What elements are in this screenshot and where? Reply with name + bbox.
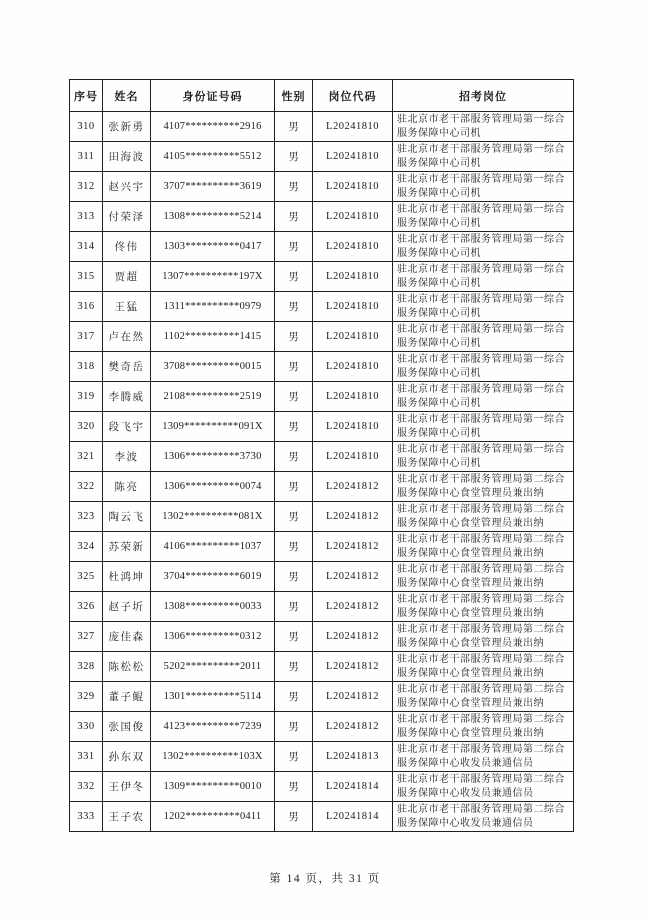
cell-position: 驻北京市老干部服务管理局第一综合服务保障中心司机 xyxy=(393,352,574,382)
cell-name: 张新勇 xyxy=(103,112,151,142)
table-header-row xyxy=(70,80,574,112)
cell-name: 陶云飞 xyxy=(103,502,151,532)
cell-gender: 男 xyxy=(275,562,313,592)
cell-name: 王猛 xyxy=(103,292,151,322)
cell-gender: 男 xyxy=(275,262,313,292)
cell-position-code: L20241812 xyxy=(313,682,393,712)
cell-id-number: 1308**********0033 xyxy=(151,592,275,622)
cell-position-code: L20241810 xyxy=(313,292,393,322)
cell-name: 卢在然 xyxy=(103,322,151,352)
cell-position: 驻北京市老干部服务管理局第一综合服务保障中心司机 xyxy=(393,382,574,412)
cell-id-number: 1311**********0979 xyxy=(151,292,275,322)
cell-position: 驻北京市老干部服务管理局第一综合服务保障中心司机 xyxy=(393,322,574,352)
cell-index: 330 xyxy=(70,712,103,742)
cell-position: 驻北京市老干部服务管理局第一综合服务保障中心司机 xyxy=(393,172,574,202)
table-row xyxy=(70,112,574,142)
cell-position-code: L20241810 xyxy=(313,172,393,202)
table-row xyxy=(70,142,574,172)
cell-id-number: 4105**********5512 xyxy=(151,142,275,172)
cell-gender: 男 xyxy=(275,412,313,442)
recruitment-roster-table xyxy=(69,79,574,832)
cell-name: 付荣泽 xyxy=(103,202,151,232)
table-row xyxy=(70,322,574,352)
cell-name: 段飞宇 xyxy=(103,412,151,442)
cell-position: 驻北京市老干部服务管理局第一综合服务保障中心司机 xyxy=(393,442,574,472)
header-index: 序号 xyxy=(70,80,103,112)
header-id-number: 身份证号码 xyxy=(151,80,275,112)
cell-name: 李波 xyxy=(103,442,151,472)
table-row xyxy=(70,502,574,532)
table-row xyxy=(70,772,574,802)
cell-gender: 男 xyxy=(275,622,313,652)
cell-gender: 男 xyxy=(275,322,313,352)
cell-name: 庞佳森 xyxy=(103,622,151,652)
cell-id-number: 5202**********2011 xyxy=(151,652,275,682)
cell-gender: 男 xyxy=(275,202,313,232)
cell-position: 驻北京市老干部服务管理局第二综合服务保障中心食堂管理员兼出纳 xyxy=(393,622,574,652)
cell-position: 驻北京市老干部服务管理局第二综合服务保障中心收发员兼通信员 xyxy=(393,772,574,802)
cell-gender: 男 xyxy=(275,292,313,322)
header-gender: 性别 xyxy=(275,80,313,112)
cell-position: 驻北京市老干部服务管理局第一综合服务保障中心司机 xyxy=(393,292,574,322)
cell-index: 323 xyxy=(70,502,103,532)
header-position-code: 岗位代码 xyxy=(313,80,393,112)
cell-gender: 男 xyxy=(275,502,313,532)
cell-index: 328 xyxy=(70,652,103,682)
cell-index: 325 xyxy=(70,562,103,592)
cell-position-code: L20241810 xyxy=(313,352,393,382)
cell-id-number: 1202**********0411 xyxy=(151,802,275,832)
table-row xyxy=(70,682,574,712)
cell-gender: 男 xyxy=(275,172,313,202)
cell-position-code: L20241812 xyxy=(313,712,393,742)
table-row xyxy=(70,592,574,622)
cell-gender: 男 xyxy=(275,742,313,772)
cell-name: 赵兴宇 xyxy=(103,172,151,202)
table-row xyxy=(70,562,574,592)
cell-name: 杜鸿坤 xyxy=(103,562,151,592)
cell-name: 田海波 xyxy=(103,142,151,172)
cell-gender: 男 xyxy=(275,712,313,742)
cell-position-code: L20241813 xyxy=(313,742,393,772)
cell-position: 驻北京市老干部服务管理局第二综合服务保障中心食堂管理员兼出纳 xyxy=(393,652,574,682)
cell-gender: 男 xyxy=(275,352,313,382)
cell-position: 驻北京市老干部服务管理局第一综合服务保障中心司机 xyxy=(393,262,574,292)
cell-position: 驻北京市老干部服务管理局第二综合服务保障中心食堂管理员兼出纳 xyxy=(393,712,574,742)
page-number-footer: 第 14 页，共 31 页 xyxy=(269,873,381,885)
cell-name: 王子农 xyxy=(103,802,151,832)
cell-position-code: L20241810 xyxy=(313,232,393,262)
table-row xyxy=(70,202,574,232)
cell-id-number: 1301**********5114 xyxy=(151,682,275,712)
cell-position-code: L20241814 xyxy=(313,802,393,832)
table-row xyxy=(70,802,574,832)
cell-position-code: L20241812 xyxy=(313,532,393,562)
cell-position: 驻北京市老干部服务管理局第二综合服务保障中心收发员兼通信员 xyxy=(393,742,574,772)
cell-position: 驻北京市老干部服务管理局第一综合服务保障中心司机 xyxy=(393,202,574,232)
cell-index: 320 xyxy=(70,412,103,442)
cell-index: 324 xyxy=(70,532,103,562)
table-row xyxy=(70,412,574,442)
cell-position: 驻北京市老干部服务管理局第一综合服务保障中心司机 xyxy=(393,232,574,262)
header-position: 招考岗位 xyxy=(393,80,574,112)
cell-id-number: 1306**********0074 xyxy=(151,472,275,502)
table-row xyxy=(70,622,574,652)
cell-name: 樊奇岳 xyxy=(103,352,151,382)
cell-index: 322 xyxy=(70,472,103,502)
cell-index: 321 xyxy=(70,442,103,472)
cell-name: 苏荣新 xyxy=(103,532,151,562)
cell-gender: 男 xyxy=(275,472,313,502)
cell-index: 318 xyxy=(70,352,103,382)
cell-position-code: L20241812 xyxy=(313,652,393,682)
table-row xyxy=(70,262,574,292)
cell-position-code: L20241812 xyxy=(313,502,393,532)
cell-name: 陈松松 xyxy=(103,652,151,682)
cell-gender: 男 xyxy=(275,532,313,562)
cell-position-code: L20241812 xyxy=(313,592,393,622)
cell-position: 驻北京市老干部服务管理局第二综合服务保障中心食堂管理员兼出纳 xyxy=(393,682,574,712)
cell-index: 312 xyxy=(70,172,103,202)
cell-index: 329 xyxy=(70,682,103,712)
cell-id-number: 1309**********0010 xyxy=(151,772,275,802)
cell-id-number: 4123**********7239 xyxy=(151,712,275,742)
cell-id-number: 1306**********3730 xyxy=(151,442,275,472)
cell-gender: 男 xyxy=(275,592,313,622)
cell-position-code: L20241810 xyxy=(313,112,393,142)
cell-id-number: 1306**********0312 xyxy=(151,622,275,652)
cell-position-code: L20241810 xyxy=(313,322,393,352)
cell-gender: 男 xyxy=(275,682,313,712)
cell-position-code: L20241810 xyxy=(313,442,393,472)
cell-name: 贾超 xyxy=(103,262,151,292)
header-name: 姓名 xyxy=(103,80,151,112)
cell-id-number: 3708**********0015 xyxy=(151,352,275,382)
cell-index: 332 xyxy=(70,772,103,802)
table-row xyxy=(70,742,574,772)
cell-gender: 男 xyxy=(275,112,313,142)
cell-gender: 男 xyxy=(275,442,313,472)
cell-gender: 男 xyxy=(275,772,313,802)
table-row xyxy=(70,292,574,322)
cell-position-code: L20241810 xyxy=(313,412,393,442)
cell-position-code: L20241810 xyxy=(313,382,393,412)
cell-position-code: L20241814 xyxy=(313,772,393,802)
cell-position-code: L20241812 xyxy=(313,622,393,652)
cell-id-number: 1307**********197X xyxy=(151,262,275,292)
table-row xyxy=(70,652,574,682)
table-row xyxy=(70,172,574,202)
cell-position-code: L20241810 xyxy=(313,202,393,232)
cell-gender: 男 xyxy=(275,232,313,262)
cell-id-number: 3704**********6019 xyxy=(151,562,275,592)
cell-gender: 男 xyxy=(275,802,313,832)
cell-index: 316 xyxy=(70,292,103,322)
cell-id-number: 1309**********091X xyxy=(151,412,275,442)
cell-name: 董子鲲 xyxy=(103,682,151,712)
cell-index: 319 xyxy=(70,382,103,412)
cell-gender: 男 xyxy=(275,652,313,682)
cell-position: 驻北京市老干部服务管理局第二综合服务保障中心食堂管理员兼出纳 xyxy=(393,592,574,622)
table-body xyxy=(70,112,574,832)
cell-index: 327 xyxy=(70,622,103,652)
cell-name: 李腾威 xyxy=(103,382,151,412)
cell-index: 314 xyxy=(70,232,103,262)
cell-position-code: L20241812 xyxy=(313,562,393,592)
cell-name: 陈亮 xyxy=(103,472,151,502)
cell-index: 333 xyxy=(70,802,103,832)
cell-id-number: 4107**********2916 xyxy=(151,112,275,142)
cell-id-number: 1102**********1415 xyxy=(151,322,275,352)
cell-index: 317 xyxy=(70,322,103,352)
cell-position: 驻北京市老干部服务管理局第二综合服务保障中心食堂管理员兼出纳 xyxy=(393,532,574,562)
cell-name: 张国俊 xyxy=(103,712,151,742)
cell-index: 331 xyxy=(70,742,103,772)
cell-name: 赵子圻 xyxy=(103,592,151,622)
table-row xyxy=(70,442,574,472)
cell-position: 驻北京市老干部服务管理局第一综合服务保障中心司机 xyxy=(393,412,574,442)
cell-gender: 男 xyxy=(275,382,313,412)
table-row xyxy=(70,352,574,382)
cell-index: 310 xyxy=(70,112,103,142)
cell-position-code: L20241810 xyxy=(313,142,393,172)
cell-name: 孙东双 xyxy=(103,742,151,772)
cell-index: 315 xyxy=(70,262,103,292)
cell-id-number: 3707**********3619 xyxy=(151,172,275,202)
cell-position: 驻北京市老干部服务管理局第二综合服务保障中心食堂管理员兼出纳 xyxy=(393,562,574,592)
cell-name: 王伊冬 xyxy=(103,772,151,802)
cell-id-number: 1302**********081X xyxy=(151,502,275,532)
cell-id-number: 1302**********103X xyxy=(151,742,275,772)
table-row xyxy=(70,472,574,502)
cell-position-code: L20241810 xyxy=(313,262,393,292)
cell-index: 326 xyxy=(70,592,103,622)
cell-position: 驻北京市老干部服务管理局第一综合服务保障中心司机 xyxy=(393,112,574,142)
table-row xyxy=(70,232,574,262)
cell-position: 驻北京市老干部服务管理局第二综合服务保障中心食堂管理员兼出纳 xyxy=(393,502,574,532)
table-row xyxy=(70,382,574,412)
table-row xyxy=(70,532,574,562)
cell-index: 311 xyxy=(70,142,103,172)
cell-id-number: 1303**********0417 xyxy=(151,232,275,262)
cell-index: 313 xyxy=(70,202,103,232)
cell-gender: 男 xyxy=(275,142,313,172)
cell-position: 驻北京市老干部服务管理局第二综合服务保障中心收发员兼通信员 xyxy=(393,802,574,832)
cell-id-number: 4106**********1037 xyxy=(151,532,275,562)
cell-position: 驻北京市老干部服务管理局第二综合服务保障中心食堂管理员兼出纳 xyxy=(393,472,574,502)
cell-name: 佟伟 xyxy=(103,232,151,262)
table-row xyxy=(70,712,574,742)
cell-id-number: 1308**********5214 xyxy=(151,202,275,232)
cell-position: 驻北京市老干部服务管理局第一综合服务保障中心司机 xyxy=(393,142,574,172)
cell-id-number: 2108**********2519 xyxy=(151,382,275,412)
cell-position-code: L20241812 xyxy=(313,472,393,502)
